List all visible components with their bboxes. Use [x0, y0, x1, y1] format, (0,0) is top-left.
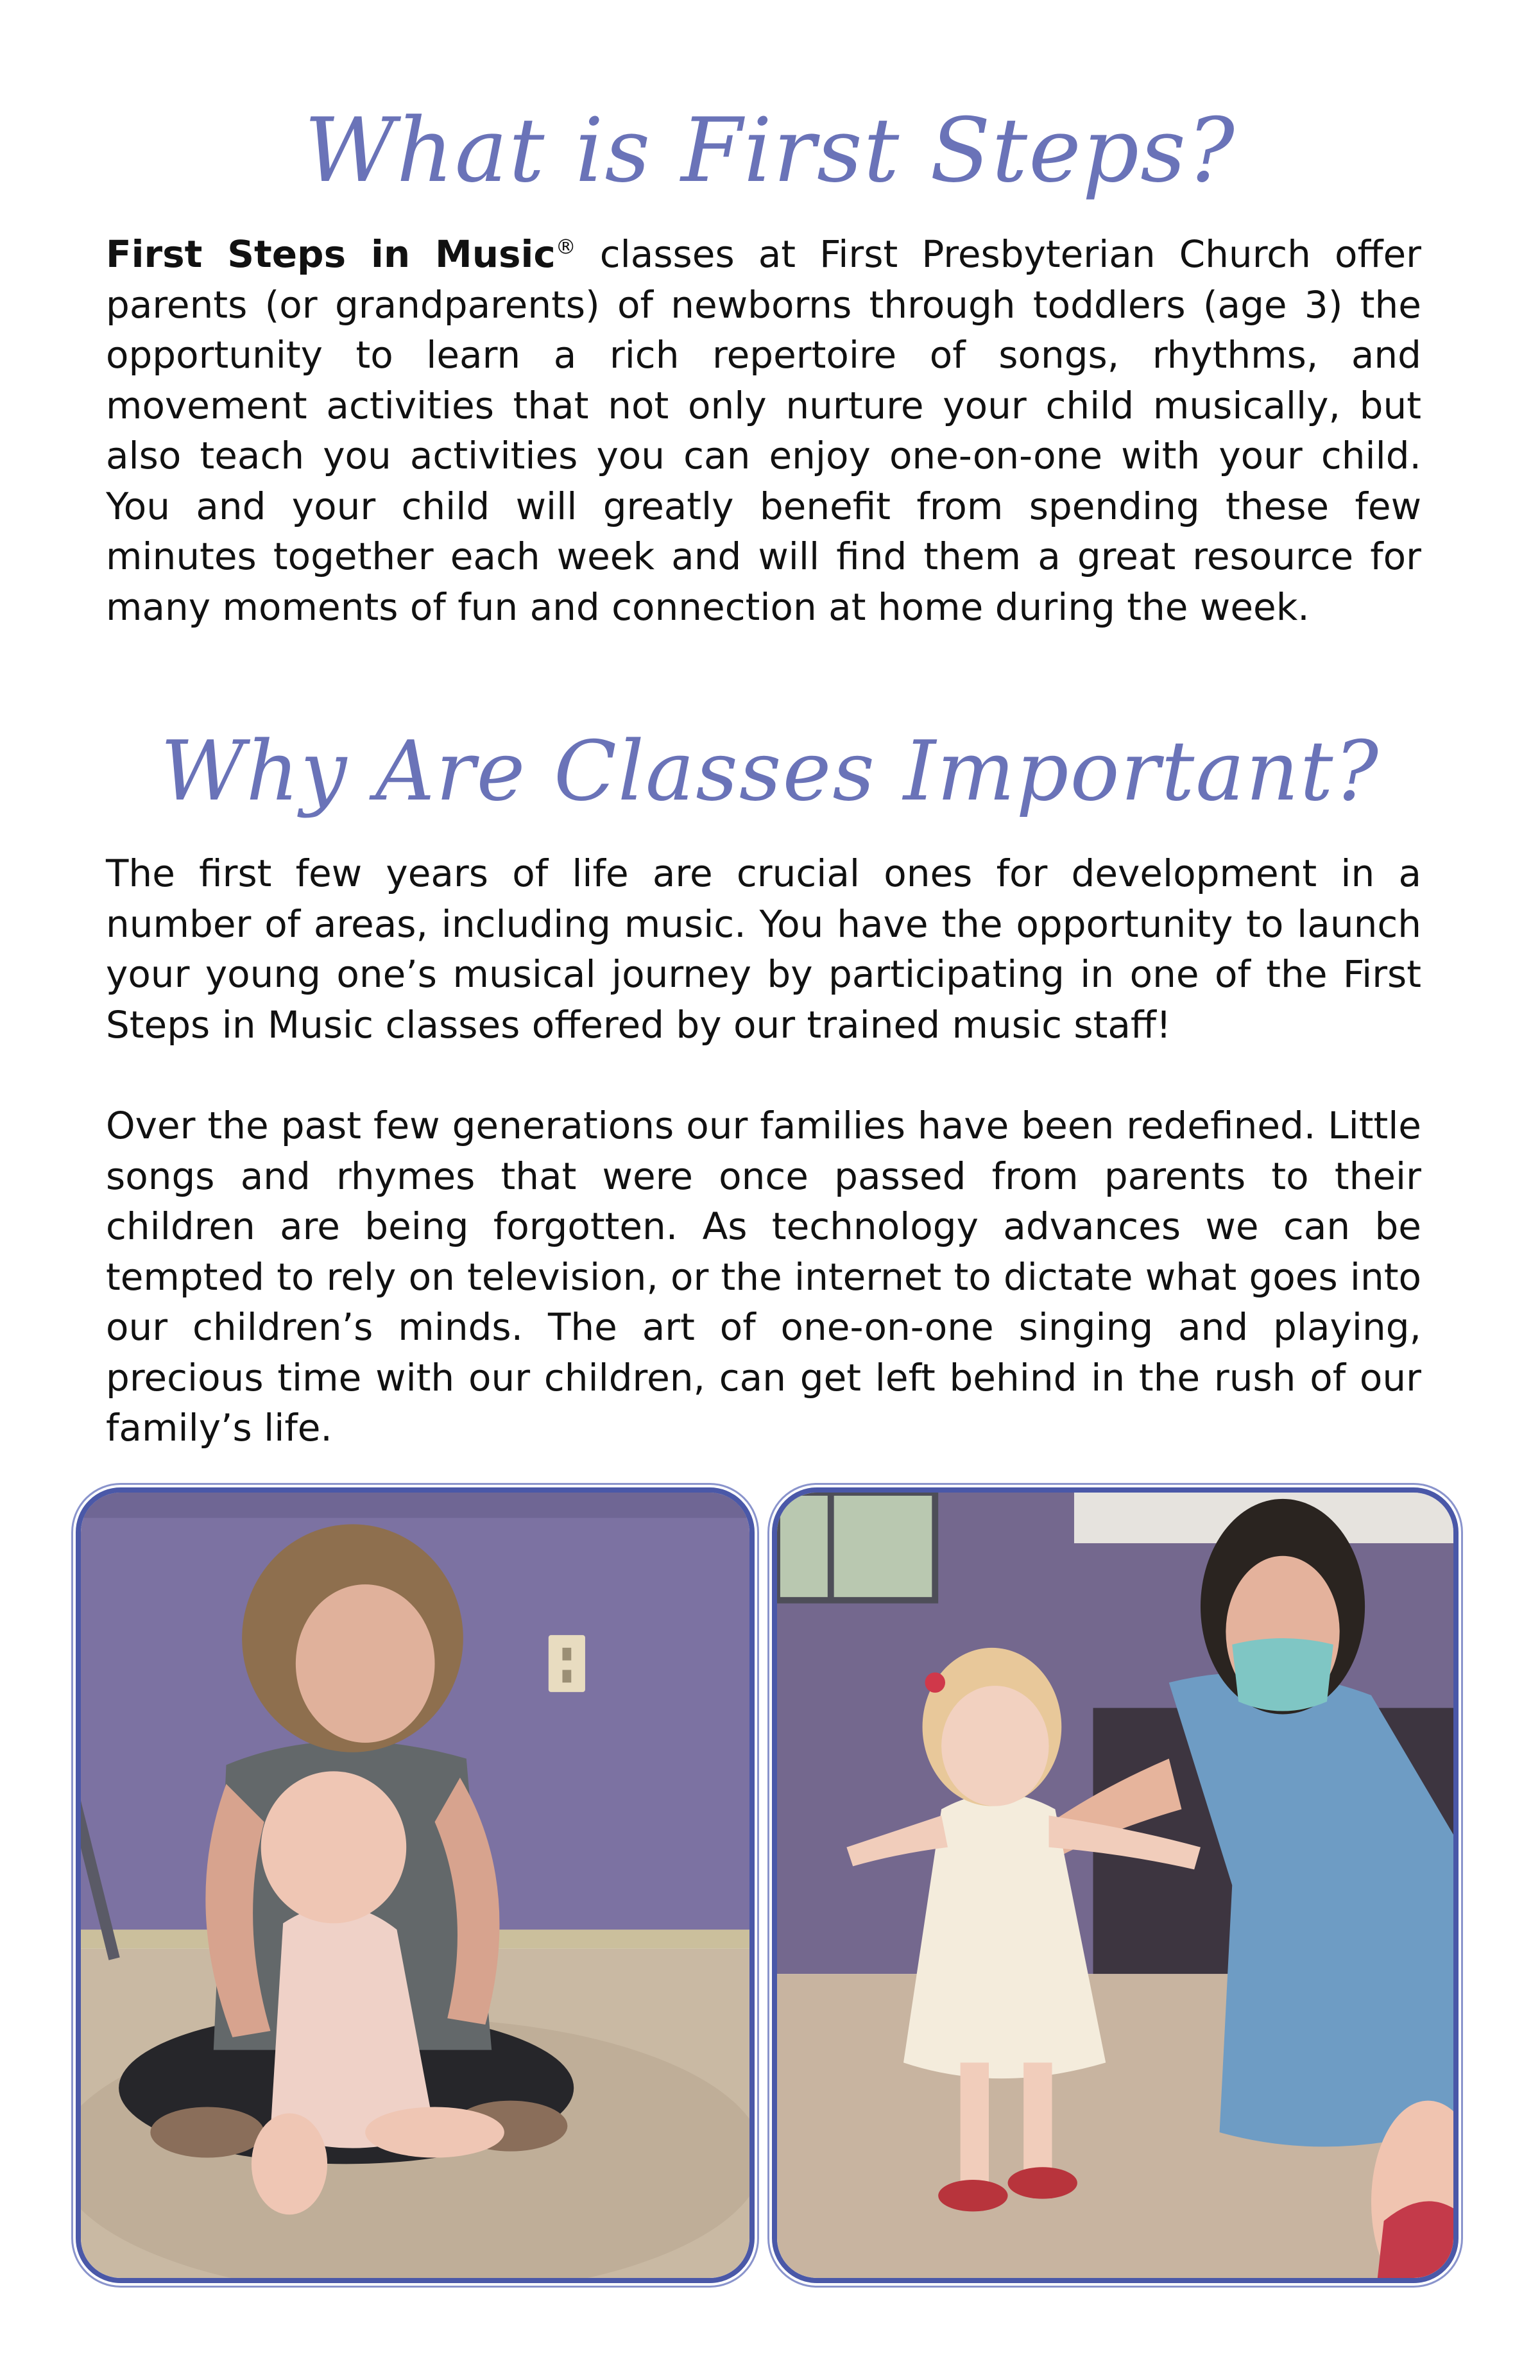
- section-title-what-is-first-steps: What is First Steps?: [304, 99, 1236, 202]
- intro-paragraph-text: classes at First Presbyterian Church offer parents (or grandparents) of newborns through toddlers (age 3) the opportunity to learn a rich repertoire of songs, rhythms, and movement activities that not only nurture your child musically, but also teach you activities you can enjoy one-on-one with your child. You and your child will greatly benefit from spending these few minutes together each week and will find them a great resource for many moments of fun and connection at home during the week.: [106, 232, 1421, 629]
- photo-toddler-with-teacher: [772, 1487, 1459, 2283]
- section-title-why-classes-important: Why Are Classes Important?: [160, 724, 1380, 819]
- registered-mark: ®: [555, 234, 576, 259]
- importance-paragraph-2: Over the past few generations our families have been redefined. Little songs and rhymes that were once passed from parents to their children are being forgotten. As technology advances we can be tempted to rely on television, or the internet to dictate what goes into our children’s minds. The art of one-on-one singing and playing, precious time with our children, can get left behind in the rush of our family’s life.: [106, 1104, 1421, 1450]
- photo-toddler-with-teacher-image: [777, 1493, 1453, 2278]
- photo-mother-with-baby-image: [81, 1493, 749, 2278]
- intro-paragraph: [106, 229, 1421, 632]
- photo-mother-with-baby: [76, 1487, 755, 2283]
- program-name: First Steps in Music: [106, 232, 556, 276]
- importance-paragraph-1: The first few years of life are crucial ones for development in a number of areas, including music. You have the opportunity to launch your young one’s musical journey by participating in one of the First Steps in Music classes offered by our trained music staff!: [106, 852, 1421, 1047]
